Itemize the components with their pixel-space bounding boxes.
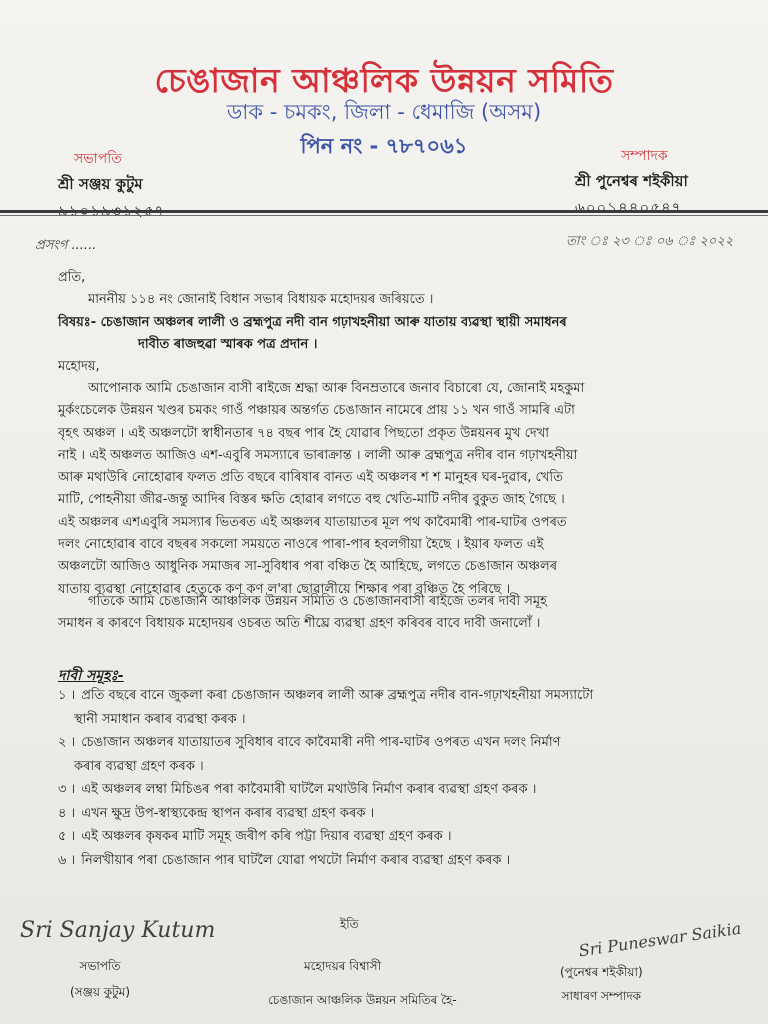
recipient-line: মাননীয় ১১৪ নং জোনাই বিধান সভাৰ বিধায়ক মহোদয়ৰ জৰিয়তে । bbox=[88, 292, 434, 307]
demand-number: ৪ । bbox=[58, 805, 76, 821]
demand-text: চেঙাজান অঞ্চলৰ যাতায়াতৰ সুবিধাৰ বাবে কাবৈমাৰী নদী পাৰ-ঘাটৰ ওপৰত এখন দলং নিৰ্মাণ bbox=[81, 735, 561, 750]
president-signature: Sri Sanjay Kutum bbox=[20, 918, 216, 943]
paragraph-1-line: মুৰ্কংচেলেক উন্নয়ন খণ্ডৰ চমকং গাওঁ পঞ্চায়ৰ অন্তৰ্গত চেঙাজান নামেৰে প্ৰায় ১১ খন গাওঁ সামৰি এটা bbox=[58, 403, 575, 419]
demand-number: ৫ । bbox=[58, 829, 76, 844]
secretary-phone: ৬০০১৪৪০৫৪৭ bbox=[575, 199, 683, 217]
yours-faithfully: মহোদয়ৰ বিশ্বাসী bbox=[304, 959, 382, 973]
secretary-sign-name: (পুনেশ্বৰ শইকীয়া) bbox=[560, 965, 643, 979]
demand-text: নিলখীয়াৰ পৰা চেঙাজান পাৰ ঘাটলৈ যোৱা পথটো নিৰ্মাণ কৰাৰ ব্যৱস্থা গ্ৰহণ কৰক । bbox=[81, 852, 511, 868]
demands-heading: দাবী সমূহঃ- bbox=[58, 668, 124, 684]
organization-name: চেঙাজান আঞ্চলিক উন্নয়ন সমিতি bbox=[154, 61, 614, 100]
president-block bbox=[58, 147, 165, 225]
president-phone: ৯১০১৯৩১২৫৭ bbox=[58, 202, 166, 220]
secretary-name: শ্ৰী পুনেশ্বৰ শইকীয়া bbox=[575, 172, 688, 190]
demand-text: প্ৰতি বছৰে বানে জুকলা কৰা চেঙাজান অঞ্চলৰ লালী আৰু ব্ৰহ্মপুত্ৰ নদীৰ বান-গঢ়াখহনীয়া সমস্যাটো bbox=[81, 688, 594, 703]
paragraph-1-line: আৰু মথাউৰি নোহোৱাৰ ফলত প্ৰতি বছৰে বাৰিষাৰ বানত এই অঞ্চলৰ শ শ মানুহৰ ঘৰ-দুৱাৰ, খেতি bbox=[58, 470, 563, 486]
paragraph-1-line: বৃহৎ অঞ্চল । এই অঞ্চলটো স্বাধীনতাৰ ৭৪ বছৰ পাৰ হৈ যোৱাৰ পিছতো প্ৰকৃত উন্নয়নৰ মুখ দেখা bbox=[58, 425, 550, 441]
demand-item bbox=[58, 684, 748, 731]
paragraph-1-line: দলং নোহোৱাৰ বাবে বছৰৰ সকলো সময়তে নাওৰে পাৰা-পাৰ হবলগীয়া হৈছে । ইয়াৰ ফলত এই bbox=[58, 537, 544, 553]
paragraph-1 bbox=[58, 378, 738, 601]
paragraph-1-line: যাতায় ব্যৱস্থা নোহোৱাৰ হেতুকে কণ কণ ল'ৰা ছোৱালীয়ে শিক্ষাৰ পৰা বঞ্চিত হৈ পৰিছে । bbox=[58, 581, 511, 597]
paragraph-1-line: মাটি, পোহনীয়া জীৱ-জন্তু আদিৰ বিস্তৰ ক্ষতি হোৱাৰ লগতে বহু খেতি-মাটি নদীৰ বুকুত জাহ গৈছে । bbox=[58, 492, 565, 508]
demand-text-cont: কৰাৰ ব্যৱস্থা গ্ৰহণ কৰক । bbox=[74, 758, 204, 774]
secretary-role: সম্পাদক bbox=[621, 148, 668, 164]
recipient-prefix: প্ৰতি, bbox=[58, 270, 86, 285]
subject-line-2: দাবীত ৰাজহুৱা স্মাৰক পত্ৰ প্ৰদান । bbox=[138, 337, 318, 353]
paragraph-1-line: নাই । এই অঞ্চলত আজিও এশ-এবুৰি সমস্যাৰে ভাৰাক্ৰান্ত । লালী আৰু ব্ৰহ্মপুত্ৰ নদীৰ বান গঢ়াখহনীয়া bbox=[58, 447, 578, 463]
demand-item bbox=[58, 778, 748, 802]
paragraph-2 bbox=[58, 591, 738, 636]
demand-text-cont: স্থানী সমাধান কৰাৰ ব্যৱস্থা কৰক । bbox=[74, 711, 246, 727]
salutation: মহোদয়, bbox=[58, 359, 100, 374]
demand-text: এই অঞ্চলৰ কৃষকৰ মাটি সমূহ জৰীপ কৰি পট্টা দিয়াৰ ব্যৱস্থা গ্ৰহণ কৰক । bbox=[81, 829, 452, 844]
subject-line-1: চেঙাজান অঞ্চলৰ লালী ও ব্ৰহ্মপুত্ৰ নদী বান গঢ়াখহনীয়া আৰু যাতায় ব্যৱস্থা স্থায়ী সমাধনৰ bbox=[100, 315, 567, 330]
reference-line: প্ৰসংগ ...... bbox=[35, 238, 97, 253]
closing-word: ইতি bbox=[340, 917, 359, 931]
demand-item bbox=[58, 802, 748, 826]
demand-number: ২ । bbox=[58, 735, 76, 750]
demand-item bbox=[58, 849, 748, 873]
paragraph-1-line: এই অঞ্চলৰ এশএবুৰি সমস্যাৰ ভিতৰত এই অঞ্চলৰ যাতায়াতৰ মূল পথ কাবৈমাৰী পাৰ-ঘাটৰ ওপৰত bbox=[58, 514, 567, 530]
organization-address: ডাক - চমকং, জিলা - ধেমাজি (অসম) bbox=[226, 100, 542, 124]
president-role: সভাপতি bbox=[74, 151, 122, 167]
demand-text: এই অঞ্চলৰ লম্বা মিচিঙৰ পৰা কাবৈমাৰী ঘাটলৈ মথাউৰি নিৰ্মাণ কৰাৰ ব্যৱস্থা গ্ৰহণ কৰক । bbox=[81, 782, 537, 797]
secretary-sign-block bbox=[560, 964, 643, 1008]
president-name: শ্ৰী সঞ্জয় কুটুম bbox=[58, 175, 143, 193]
letter-date: তাং ঃ ২৩ ঃ ০৬ ঃ ২০২২ bbox=[566, 234, 734, 249]
subject-block bbox=[58, 312, 738, 357]
demands-list bbox=[58, 684, 748, 872]
president-sign-role: সভাপতি bbox=[79, 959, 121, 973]
header-divider bbox=[0, 210, 768, 213]
secretary-sign-role: সাধাৰণ সম্পাদক bbox=[561, 989, 642, 1003]
subject-label: বিষয়ঃ- bbox=[58, 315, 97, 330]
paragraph-2-line: গতিকে আমি চেঙাজান আঞ্চলিক উন্নয়ন সমিতি ও চেঙাজানবাসী ৰাইজে তলৰ দাবী সমূহ bbox=[88, 594, 547, 609]
demand-item bbox=[58, 731, 748, 778]
demand-number: ৩ । bbox=[58, 782, 76, 797]
demand-item bbox=[58, 825, 748, 849]
paragraph-1-line: অঞ্চলটো আজিও আধুনিক সমাজৰ সা-সুবিধাৰ পৰা বঞ্চিত হৈ আহিছে, লগতে চেঙাজান অঞ্চলৰ bbox=[58, 559, 558, 575]
on-behalf-of-org: চেঙাজান আঞ্চলিক উন্নয়ন সমিতিৰ হৈ- bbox=[268, 993, 457, 1007]
demand-number: ১ । bbox=[58, 688, 76, 703]
secretary-signature: Sri Puneswar Saikia bbox=[577, 918, 743, 961]
paragraph-1-line: আপোনাক আমি চেঙাজান বাসী ৰাইজে শ্ৰদ্ধা আৰু বিনম্ৰতাৰে জনাব বিচাৰো যে, জোনাই মহকুমা bbox=[88, 381, 585, 396]
pin-code: পিন নং - ৭৮৭০৬১ bbox=[300, 134, 468, 158]
paragraph-2-line: সমাধন ৰ কাৰণে বিধায়ক মহোদয়ৰ ওচৰত অতি শীঘ্ৰে ব্যৱস্থা গ্ৰহণ কৰিবৰ বাবে দাবী জনালোঁ । bbox=[58, 616, 541, 632]
president-sign-block bbox=[70, 958, 130, 1004]
demand-text: এখন ক্ষুদ্ৰ উপ-স্বাস্থ্যকেন্দ্ৰ স্থাপন কৰাৰ ব্যৱস্থা গ্ৰহণ কৰক । bbox=[81, 805, 375, 821]
header-divider-thin bbox=[0, 215, 768, 216]
president-sign-name: (সঞ্জয় কুটুম) bbox=[70, 985, 131, 999]
demand-number: ৬ । bbox=[58, 852, 76, 868]
